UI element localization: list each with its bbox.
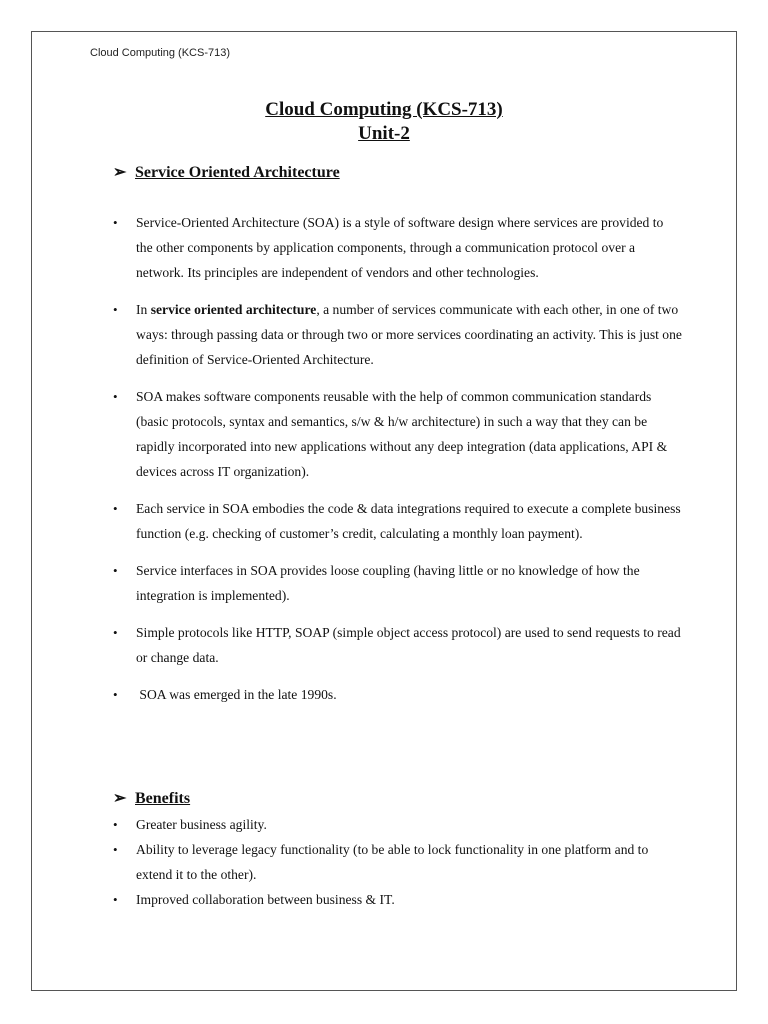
arrow-bullet-icon: ➢ xyxy=(113,790,127,807)
list-item xyxy=(113,887,683,912)
list-item xyxy=(113,496,683,546)
list-item-text: Service interfaces in SOA provides loose coupling (having little or no knowledge of how the integration is implemented). xyxy=(136,563,640,603)
document-title: Cloud Computing (KCS-713) xyxy=(265,99,503,120)
list-item-text: SOA makes software components reusable with the help of common communication standards (basic protocols, syntax and semantics, s/w & h/w architecture) in such a way that they can be rapidly incorporated into new applications without any deep integration (data applications, API & devices across IT organization). xyxy=(136,389,668,479)
list-item-text: Service-Oriented Architecture (SOA) is a style of software design where services are provided to the other components by application components, through a communication protocol over a network. Its principles are independent of vendors and other technologies. xyxy=(136,215,664,280)
bullet-icon: • xyxy=(113,687,118,702)
bullet-icon: • xyxy=(113,389,118,404)
list-item xyxy=(113,812,683,837)
list-item-text: Greater business agility. xyxy=(136,817,267,832)
list-item-prefix: In xyxy=(136,302,151,317)
bullet-icon: • xyxy=(113,215,118,230)
benefits-list xyxy=(113,812,683,912)
list-item xyxy=(113,682,683,707)
list-item xyxy=(113,837,683,887)
page-header: Cloud Computing (KCS-713) xyxy=(90,47,231,59)
list-item-text: Each service in SOA embodies the code & data integrations required to execute a complete business function (e.g. checking of customer’s credit, calculating a monthly loan payment). xyxy=(136,501,681,541)
list-item-text: Ability to leverage legacy functionality (to be able to lock functionality in one platform and to extend it to the other). xyxy=(136,842,649,882)
list-item-text: Simple protocols like HTTP, SOAP (simple object access protocol) are used to send requests to read or change data. xyxy=(136,625,681,665)
section-label: Benefits xyxy=(135,790,191,807)
list-item xyxy=(113,384,683,484)
bullet-icon: • xyxy=(113,817,118,832)
list-item xyxy=(113,297,683,372)
bullet-icon: • xyxy=(113,842,118,857)
section-label: Service Oriented Architecture xyxy=(135,164,340,181)
arrow-bullet-icon: ➢ xyxy=(113,164,127,181)
list-item-text: SOA was emerged in the late 1990s. xyxy=(136,687,337,702)
bullet-icon: • xyxy=(113,625,118,640)
list-item xyxy=(113,620,683,670)
list-item xyxy=(113,558,683,608)
section-heading-benefits xyxy=(113,788,190,808)
document-subtitle: Unit-2 xyxy=(358,123,410,144)
list-item xyxy=(113,210,683,285)
section-heading-soa xyxy=(113,162,340,182)
bullet-icon: • xyxy=(113,501,118,516)
soa-points-list xyxy=(113,210,683,719)
list-item-bold-term: service oriented architecture xyxy=(150,302,317,317)
list-item-text: Improved collaboration between business & IT. xyxy=(136,892,395,907)
bullet-icon: • xyxy=(113,302,118,317)
list-item-text: , a number of services communicate with each other, in one of two ways: through passing data or through two or more services coordinating an activity. This is just one definition of Service-Oriented Architecture. xyxy=(136,302,682,367)
bullet-icon: • xyxy=(113,563,118,578)
bullet-icon: • xyxy=(113,892,118,907)
